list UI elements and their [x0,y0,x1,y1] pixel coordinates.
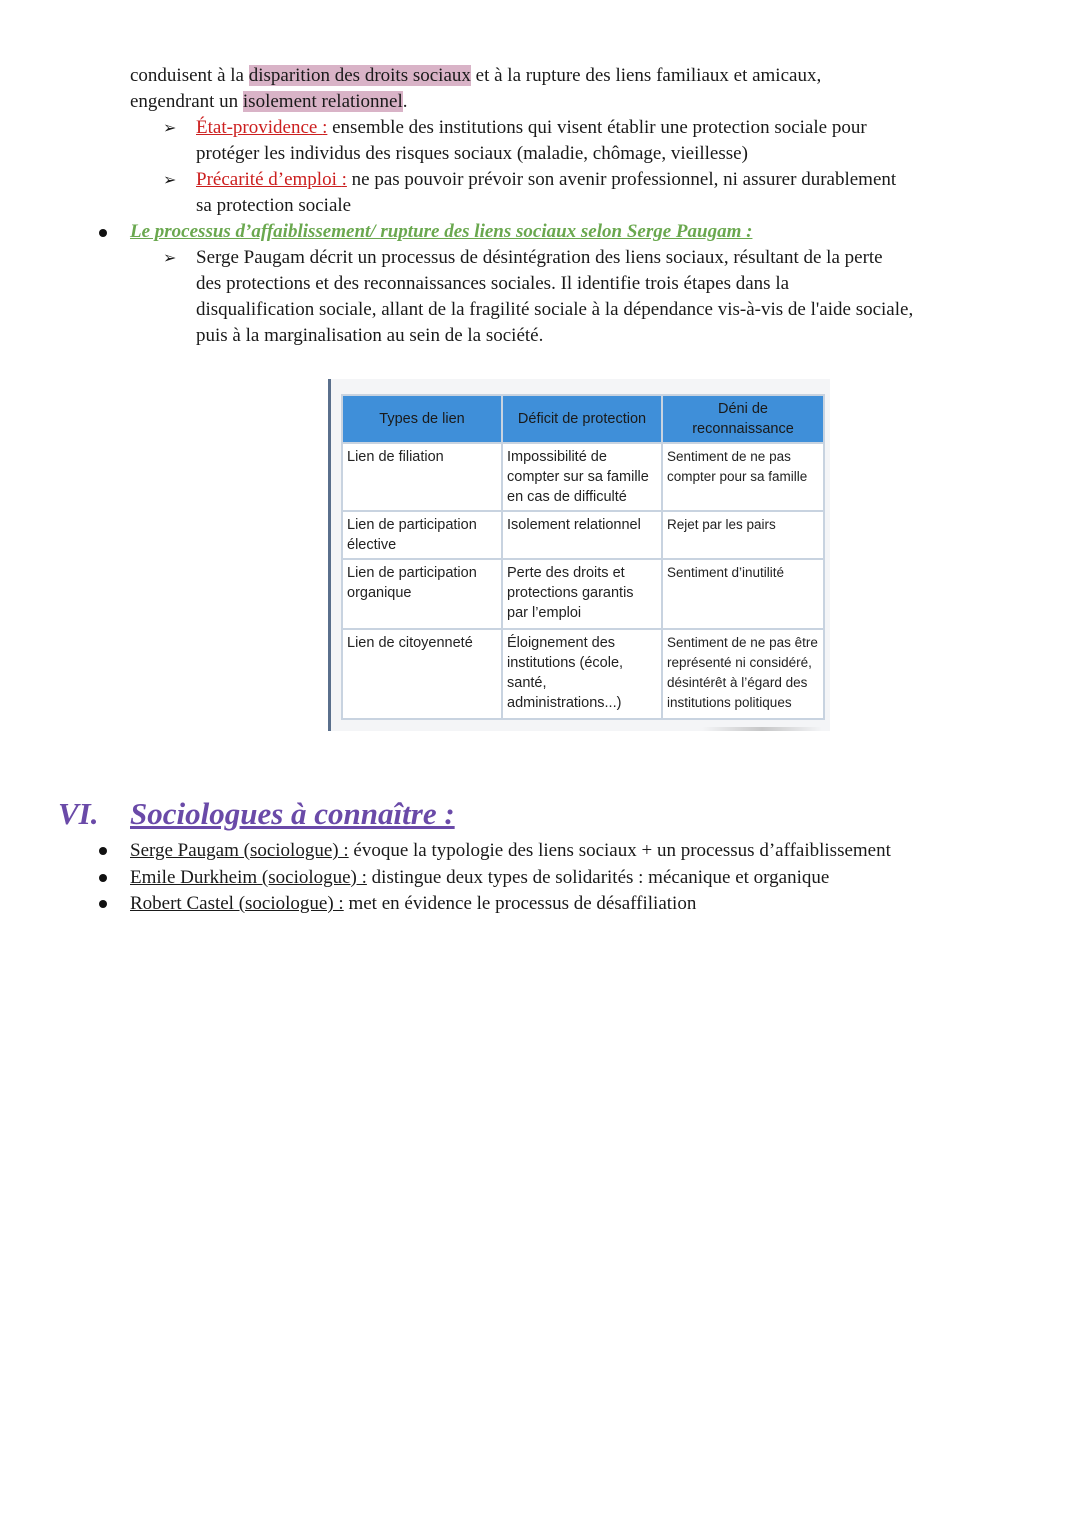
sociologue-item [130,891,696,917]
sociologue-desc: évoque la typologie des liens sociaux + un processus d’affaiblissement [348,840,891,861]
table-cell: Lien de filiation [342,443,502,511]
paragraph-line: des protections et des reconnaissances sociales. Il identifie trois étapes dans la [196,273,790,294]
table-cell: Éloignement des institutions (école, santé, administrations...) [502,629,662,719]
table-cell: Rejet par les pairs [662,511,824,559]
arrow-bullet-icon: ➢ [163,248,177,267]
arrow-bullet-icon: ➢ [163,118,177,137]
header-types-de-lien: Types de lien [342,395,502,443]
header-deficit-protection: Déficit de protection [502,395,662,443]
liens-sociaux-table-image [328,379,830,731]
bullet-dot-icon [99,229,107,237]
table-cell: Sentiment d’inutilité [662,559,824,629]
table-cell: Lien de participation organique [342,559,502,629]
table-header-row [342,395,824,443]
intro-line-1 [130,63,821,89]
scan-edge-artifact [702,727,822,731]
definition-precarite [196,167,1056,219]
sociologue-item [130,838,891,864]
definition-etat-providence [196,115,1036,167]
highlight-disparition: disparition des droits sociaux [248,65,471,86]
sociologue-desc: met en évidence le processus de désaffiliation [343,893,697,914]
table-cell: Isolement relationnel [502,511,662,559]
arrow-bullet-icon: ➢ [163,170,177,189]
table-cell: Impossibilité de compter sur sa famille en cas de difficulté [502,443,662,511]
table-cell: Sentiment de ne pas être représenté ni considéré, désintérêt à l’égard des institutions politiques [662,629,824,719]
intro-text: conduisent à la [130,65,249,86]
paragraph-line: puis à la marginalisation au sein de la société. [196,325,544,346]
table-cell: Perte des droits et protections garantis par l’emploi [502,559,662,629]
definition-text: sa protection sociale [196,195,352,216]
bullet-dot-icon [99,847,107,855]
highlight-isolement: isolement relationnel [242,91,403,112]
intro-text: . [402,91,408,112]
sociologue-name: Emile Durkheim (sociologue) : [130,867,367,888]
definition-text: ensemble des institutions qui visent établir une protection sociale pour [327,117,867,138]
section-vi-heading [58,796,455,832]
term-etat-providence: État-providence [196,117,323,138]
term-colon: : [322,117,328,138]
sociologue-name: Serge Paugam (sociologue) : [130,840,349,861]
section-title: Sociologues à connaître : [130,796,455,831]
intro-text: engendrant un [130,91,243,112]
liens-sociaux-table [341,394,825,720]
table-row [342,629,824,719]
table-cell: Lien de citoyenneté [342,629,502,719]
sociologue-name: Robert Castel (sociologue) : [130,893,344,914]
bullet-dot-icon [99,874,107,882]
term-colon: : [341,169,347,190]
paragraph-line: disqualification sociale, allant de la fragilité sociale à la dépendance vis-à-vis de l'aide sociale, [196,299,914,320]
definition-text: ne pas pouvoir prévoir son avenir professionnel, ni assurer durablement [346,169,897,190]
table-cell: Sentiment de ne pas compter pour sa famille [662,443,824,511]
table-cell: Lien de participation élective [342,511,502,559]
paugam-heading: Le processus d’affaiblissement/ rupture des liens sociaux selon Serge Paugam : [130,221,753,242]
table-row [342,559,824,629]
table-row [342,443,824,511]
term-precarite: Précarité d’emploi [196,169,342,190]
paragraph-line: Serge Paugam décrit un processus de désintégration des liens sociaux, résultant de la perte [196,247,883,268]
table-row [342,511,824,559]
sociologue-item [130,865,829,891]
sociologue-desc: distingue deux types de solidarités : mécanique et organique [366,867,830,888]
paugam-paragraph [196,245,1056,349]
bullet-dot-icon [99,900,107,908]
definition-text: protéger les individus des risques sociaux (maladie, chômage, vieillesse) [196,143,748,164]
section-number: VI. [58,796,99,831]
intro-line-2 [130,89,408,115]
header-deni-reconnaissance: Déni de reconnaissance [662,395,824,443]
intro-text: et à la rupture des liens familiaux et amicaux, [470,65,822,86]
